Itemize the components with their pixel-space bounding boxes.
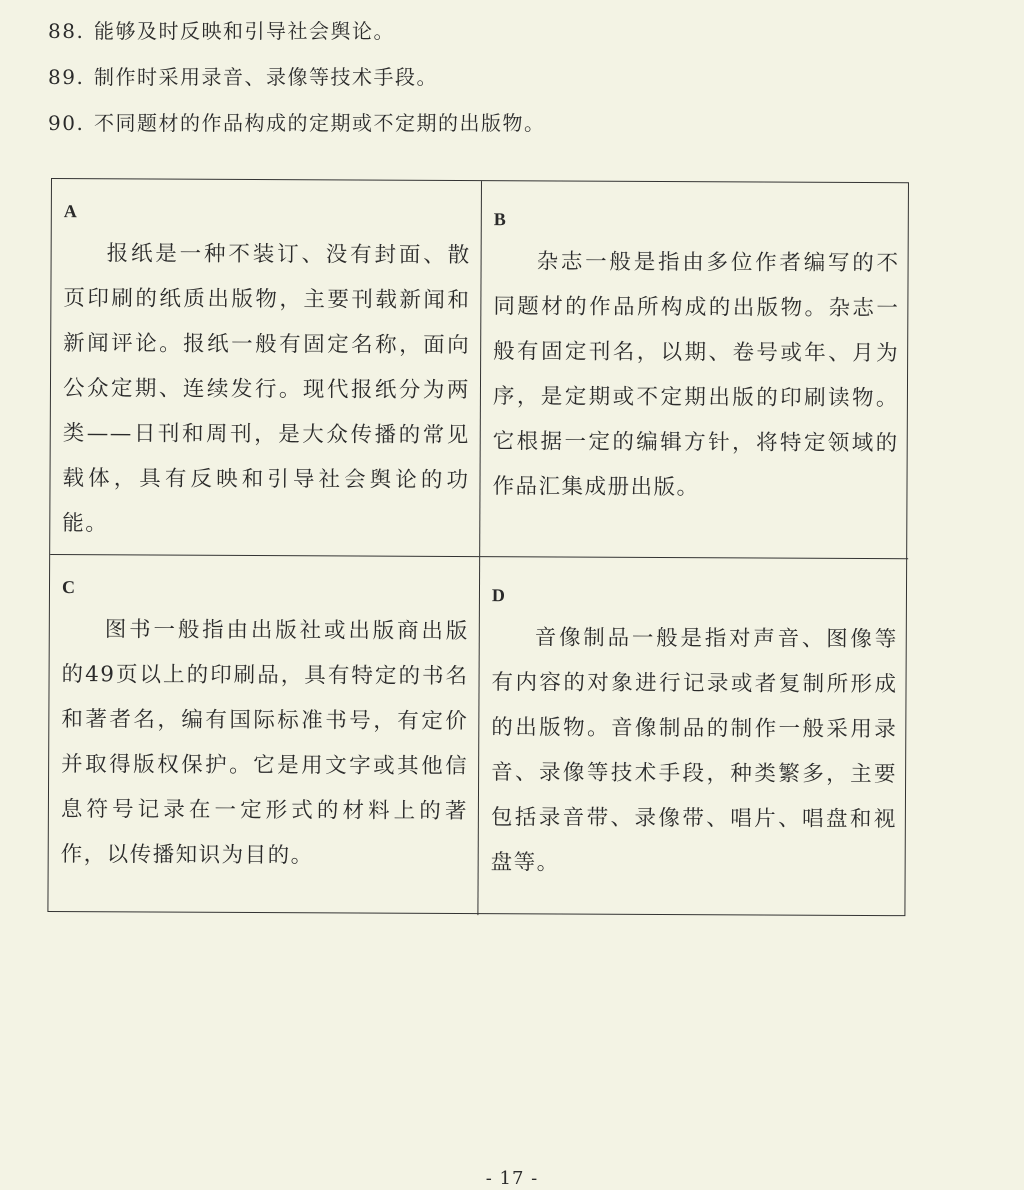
question-text: 制作时采用录音、录像等技术手段。 xyxy=(94,65,438,89)
option-cell-a xyxy=(50,179,481,556)
option-cell-c xyxy=(48,554,479,915)
question-text: 不同题材的作品构成的定期或不定期的出版物。 xyxy=(94,111,546,135)
question-item xyxy=(48,100,546,146)
question-item xyxy=(48,8,546,54)
question-number: 88. xyxy=(48,19,85,43)
option-text: 图书一般指由出版社或出版商出版的49页以上的印刷品，具有特定的书名和著者名，编有国际标准书号，有定价并取得版权保护。它是用文字或其他信息符号记录在一定形式的材料上的著作，以传播知识为目的。 xyxy=(60,617,469,869)
option-text: 音像制品一般是指对声音、图像等有内容的对象进行记录或者复制所形成的出版物。音像制品的制作一般采用录音、录像等技术手段，种类繁多，主要包括录音带、录像带、唱片、唱盘和视盘等。 xyxy=(490,625,898,876)
option-text: 报纸是一种不装订、没有封面、散页印刷的纸质出版物，主要刊载新闻和新闻评论。报纸一般有固定名称，面向公众定期、连续发行。现代报纸分为两类——日刊和周刊，是大众传播的常见载体，具有反映和引导社会舆论的功能。 xyxy=(62,241,471,537)
question-text: 能够及时反映和引导社会舆论。 xyxy=(94,19,395,43)
question-list xyxy=(48,8,546,146)
option-cell-d xyxy=(477,556,908,917)
option-letter: A xyxy=(63,201,77,222)
options-table xyxy=(47,178,909,916)
page-number: - 17 - xyxy=(485,1168,539,1189)
option-letter: D xyxy=(491,585,506,606)
question-number: 90. xyxy=(48,111,85,135)
option-text: 杂志一般是指由多位作者编写的不同题材的作品所构成的出版物。杂志一般有固定刊名，以期、卷号或年、月为序，是定期或不定期出版的印刷读物。它根据一定的编辑方针，将特定领域的作品汇集成册出版。 xyxy=(492,249,900,501)
question-item xyxy=(48,54,546,100)
option-cell-b xyxy=(479,181,910,558)
question-number: 89. xyxy=(48,65,85,89)
option-letter: C xyxy=(61,577,76,598)
option-letter: B xyxy=(493,209,506,230)
